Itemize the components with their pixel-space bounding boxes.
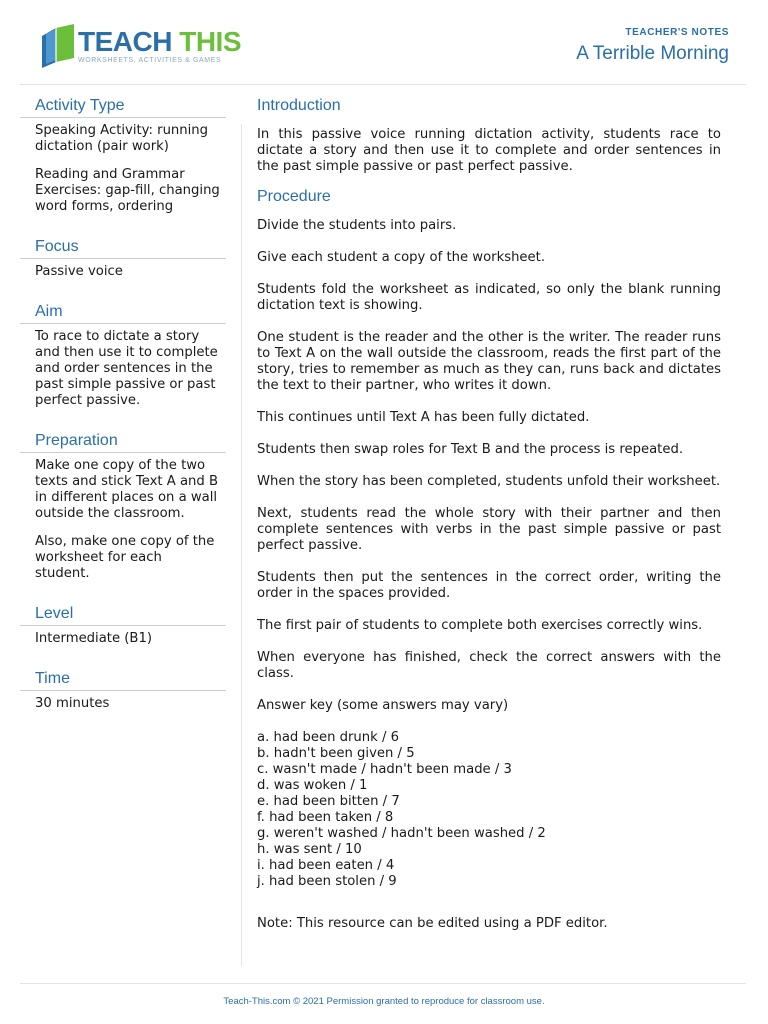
sidebar-text: Passive voice <box>35 264 123 279</box>
answer-item: f. had been taken / 8 <box>257 810 394 825</box>
procedure-step: When the story has been completed, students unfold their worksheet. <box>257 474 721 489</box>
introduction-heading: Introduction <box>257 97 341 114</box>
answer-key-heading: Answer key (some answers may vary) <box>257 698 509 713</box>
answer-key-list <box>257 730 721 890</box>
sidebar-heading: Activity Type <box>20 94 226 118</box>
procedure-step: One student is the reader and the other is the writer. The reader runs to Text A on the wall outside the classroom, reads the first part of the story, tries to remember as much as they can, runs back and dictates the text to their partner, who writes it down. <box>257 330 721 393</box>
procedure-step: The first pair of students to complete both exercises correctly wins. <box>257 618 703 633</box>
sidebar-heading: Level <box>20 602 226 626</box>
procedure-step: When everyone has finished, check the correct answers with the class. <box>257 650 721 681</box>
sidebar <box>20 94 226 732</box>
sidebar-text: Intermediate (B1) <box>35 631 153 646</box>
sidebar-heading: Time <box>20 667 226 691</box>
sidebar-text: Also, make one copy of the worksheet for each student. <box>35 534 215 581</box>
answer-item: b. hadn't been given / 5 <box>257 746 415 761</box>
procedure-step: Students then swap roles for Text B and the process is repeated. <box>257 442 684 457</box>
procedure-step: This continues until Text A has been fully dictated. <box>257 410 590 425</box>
book-logo-icon <box>36 22 78 68</box>
procedure-step: Divide the students into pairs. <box>257 218 457 233</box>
header-divider <box>20 84 746 85</box>
procedure-heading: Procedure <box>257 188 331 205</box>
logo-wordmark: TEACH THIS <box>78 26 242 57</box>
sidebar-text: Make one copy of the two texts and stick Text A and B in different places on a wall outside the classroom. <box>35 458 218 521</box>
sidebar-heading: Preparation <box>20 429 226 453</box>
sidebar-text: 30 minutes <box>35 696 110 711</box>
sidebar-heading: Focus <box>20 235 226 259</box>
teach-this-logo[interactable] <box>36 22 242 72</box>
logo-tagline: WORKSHEETS, ACTIVITIES & GAMES <box>78 57 222 64</box>
sidebar-time <box>20 667 226 712</box>
teachers-notes-label: TEACHER'S NOTES <box>625 27 729 38</box>
page-title: A Terrible Morning <box>576 43 729 64</box>
answer-item: i. had been eaten / 4 <box>257 858 395 873</box>
answer-item: d. was woken / 1 <box>257 778 368 793</box>
main-content <box>257 94 721 932</box>
procedure-step: Students then put the sentences in the correct order, writing the order in the spaces provided. <box>257 570 721 601</box>
page-header <box>0 0 768 90</box>
procedure-step: Give each student a copy of the worksheet. <box>257 250 546 265</box>
answer-item: a. had been drunk / 6 <box>257 730 399 745</box>
procedure-step: Next, students read the whole story with their partner and then complete sentences with verbs in the past simple passive or past perfect passive. <box>257 506 721 553</box>
sidebar-text: To race to dictate a story and then use it to complete and order sentences in the past simple passive or past perfect passive. <box>35 329 218 408</box>
sidebar-preparation <box>20 429 226 582</box>
sidebar-heading: Aim <box>20 300 226 324</box>
column-divider <box>241 124 242 966</box>
sidebar-aim <box>20 300 226 409</box>
answer-item: h. was sent / 10 <box>257 842 362 857</box>
answer-item: e. had been bitten / 7 <box>257 794 400 809</box>
answer-item: c. wasn't made / hadn't been made / 3 <box>257 762 512 777</box>
answer-item: g. weren't washed / hadn't been washed / 2 <box>257 826 546 841</box>
sidebar-text: Speaking Activity: running dictation (pair work) <box>35 123 209 154</box>
sidebar-activity-type <box>20 94 226 215</box>
answer-item: j. had been stolen / 9 <box>257 874 397 889</box>
footer-copyright: Teach-This.com © 2021 Permission granted to reproduce for classroom use. <box>223 996 545 1007</box>
sidebar-text: Reading and Grammar Exercises: gap-fill, changing word forms, ordering <box>35 167 220 214</box>
procedure-step: Students fold the worksheet as indicated, so only the blank running dictation text is showing. <box>257 282 721 313</box>
editor-note: Note: This resource can be edited using a PDF editor. <box>257 916 608 931</box>
introduction-text: In this passive voice running dictation activity, students race to dictate a story and then use it to complete and order sentences in the past simple passive or past perfect passive. <box>257 127 721 174</box>
sidebar-level <box>20 602 226 647</box>
footer-divider <box>20 983 746 984</box>
sidebar-focus <box>20 235 226 280</box>
